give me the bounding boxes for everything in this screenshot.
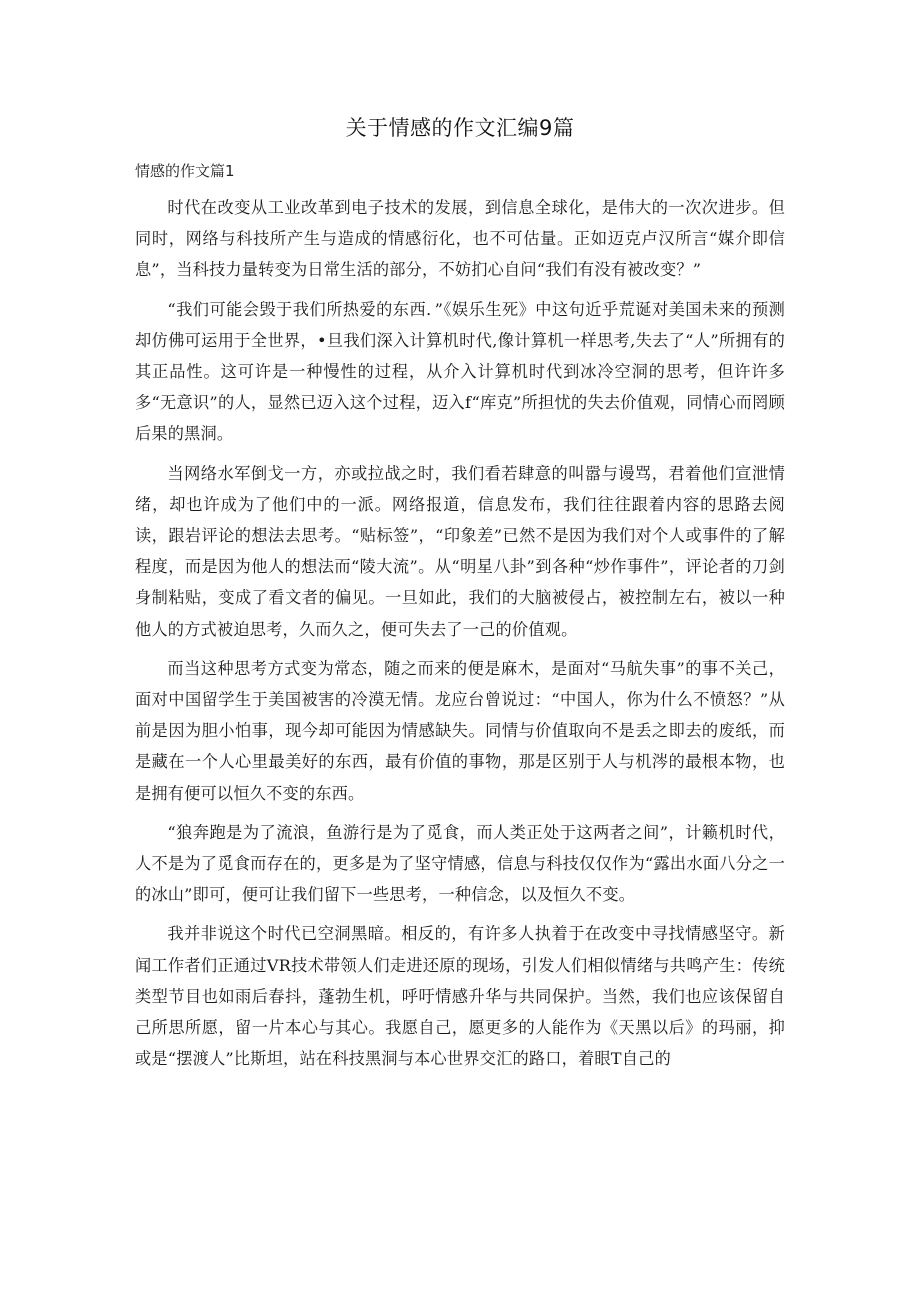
paragraph: 当网络水军倒戈一方，亦或拉战之时，我们看若肆意的叫嚣与谩骂，君着他们宣泄情绪，却也许成为了他们中的一派。网络报道，信息发布，我们往往跟着内容的思路去阅读，跟岩评论的想法去思考。“贴标签”，“印象差”已然不是因为我们对个人或事件的了解程度，而是因为他人的想法而“陵大流”。从“明星八卦”到各种“炒作事件”，评论者的刀剑身制粘贴，变成了看文者的偏见。一旦如此，我们的大脑被侵占，被控制左右，被以一种他人的方式被迫思考，久而久之，便可失去了一己的价值观。	[135, 463, 785, 639]
paragraph: 时代在改变从工业改革到电子技术的发展，到信息全球化，是伟大的一次次进步。但同时，网络与科技所产生与造成的情感衍化，也不可估量。正如迈克卢汉所言“媒介即信息”，当科技力量转变为日常生活的部分，不妨扪心自问“我们有没有被改变？”	[135, 198, 785, 280]
paragraph: “狼奔跑是为了流浪，鱼游行是为了觅食，而人类正处于这两者之间”，计籁机时代，人不是为了觅食而存在的，更多是为了坚守情感，信息与科技仅仅作为“露出水面八分之一的冰山”即可，便可让我们留下一些思考，一种信念，以及恒久不变。	[135, 822, 785, 905]
paragraph: “我们可能会毁于我们所热爱的东西．”《娱乐生死》中这句近乎荒诞对美国未来的预测却仿佛可运用于全世界，•旦我们深入计算机时代,像计算机一样思考,失去了“人”所拥有的其正品性。这可许是一种慢性的过程，从介入计算机时代到冰冷空洞的思考，但许许多多“无意识”的人，显然已迈入这个过程，迈入f“库克”所担忧的失去价值观，同情心而罔顾后果的黑洞。	[135, 299, 785, 444]
paragraph: 我并非说这个时代已空洞黑暗。相反的，有许多人执着于在改变中寻找情感坚守。新闻工作者们正通过VR技术带领人们走进还原的现场，引发人们相似情绪与共鸣产生：传统类型节目也如雨后春抖，蓬勃生机，呼吁情感升华与共同保护。当然，我们也应该保留自己所思所愿，留一片本心与其心。我愿自己，愿更多的人能作为《天黑以后》的玛丽，抑或是“摆渡人”比斯坦，站在科技黑洞与本心世界交汇的路口，着眼T自己的	[135, 924, 785, 1069]
document-title: 关于情感的作文汇编9篇	[345, 116, 575, 140]
article-body	[135, 192, 785, 1082]
section-heading: 情感的作文篇1	[135, 162, 235, 180]
paragraph: 而当这种思考方式变为常态，随之而来的便是麻木，是面对“马航失事”的事不关己，面对中国留学生于美国被害的冷漠无情。龙应台曾说过：“中国人，你为什么不愤怒？”从前是因为胆小怕事，现今却可能因为情感缺失。同情与价值取向不是丢之即去的废纸，而是藏在一个人心里最美好的东西，最有价值的事物，那是区别于人与机涔的最根本物，也是拥有便可以恒久不变的东西。	[135, 658, 785, 803]
